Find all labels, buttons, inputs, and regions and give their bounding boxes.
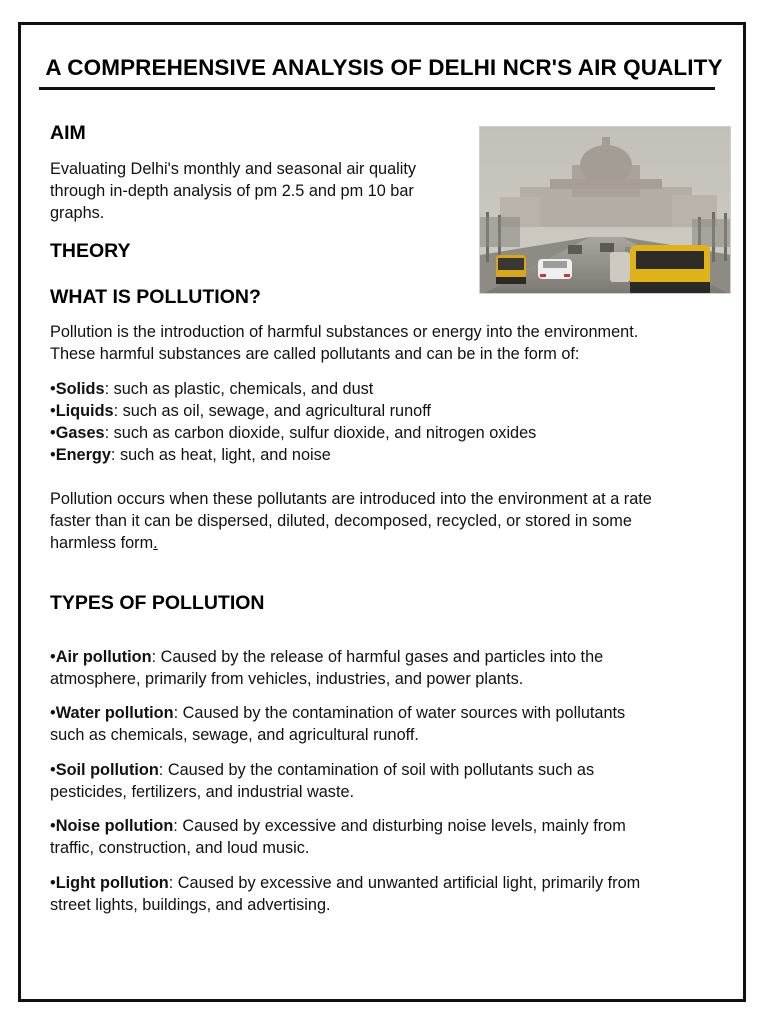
type-line: [50, 815, 626, 837]
bullet: •: [50, 761, 56, 779]
list-item: [50, 422, 536, 444]
type-line: atmosphere, primarily from vehicles, industries, and power plants.: [50, 670, 524, 688]
bullet: •: [50, 704, 56, 722]
pollutant-forms-list: [50, 378, 536, 466]
type-term: Water pollution: [55, 704, 174, 722]
closing-line: Pollution occurs when these pollutants are introduced into the environment at a rate: [50, 490, 652, 508]
type-term: Light pollution: [55, 874, 169, 892]
type-line: street lights, buildings, and advertising.: [50, 896, 331, 914]
type-desc: : Caused by excessive and disturbing noise levels, mainly from: [173, 817, 626, 835]
intro-line: These harmful substances are called pollutants and can be in the form of:: [50, 345, 580, 363]
type-desc: : Caused by the release of harmful gases and particles into the: [151, 648, 604, 666]
type-line: such as chemicals, sewage, and agricultural runoff.: [50, 726, 419, 744]
type-line: [50, 702, 625, 724]
closing-text: harmless form: [50, 534, 154, 552]
aim-line: graphs.: [50, 204, 105, 222]
closing-line: faster than it can be dispersed, diluted, decomposed, recycled, or stored in some: [50, 512, 632, 530]
form-term: Liquids: [55, 402, 114, 420]
type-line: [50, 759, 594, 781]
closing-line: [50, 532, 652, 554]
aim-heading: AIM: [50, 122, 86, 144]
pollution-closing: [50, 488, 652, 554]
form-term: Energy: [55, 446, 111, 464]
aim-line: through in-depth analysis of pm 2.5 and pm 10 bar: [50, 182, 414, 200]
bullet: •: [50, 402, 56, 420]
list-item: [50, 400, 536, 422]
type-item-water: [50, 702, 625, 746]
type-term: Noise pollution: [55, 817, 174, 835]
bullet: •: [50, 424, 56, 442]
types-heading: TYPES OF POLLUTION: [50, 592, 265, 614]
type-item-noise: [50, 815, 626, 859]
type-term: Air pollution: [55, 648, 152, 666]
type-desc: : Caused by the contamination of water sources with pollutants: [173, 704, 626, 722]
bullet: •: [50, 648, 56, 666]
delhi-smog-photo: [479, 126, 731, 294]
aim-line: Evaluating Delhi's monthly and seasonal air quality: [50, 160, 417, 178]
type-item-air: [50, 646, 603, 690]
what-is-pollution-heading: WHAT IS POLLUTION?: [50, 286, 261, 308]
title-underline: [39, 87, 715, 90]
form-term: Gases: [55, 424, 105, 442]
type-line: [50, 646, 603, 668]
type-line: pesticides, fertilizers, and industrial waste.: [50, 783, 355, 801]
pollution-intro: [50, 321, 638, 365]
type-desc: : Caused by excessive and unwanted artificial light, primarily from: [168, 874, 641, 892]
type-line: [50, 872, 640, 894]
type-item-light: [50, 872, 640, 916]
bullet: •: [50, 817, 56, 835]
bullet: •: [50, 874, 56, 892]
form-desc: : such as heat, light, and noise: [110, 446, 331, 464]
list-item: [50, 378, 536, 400]
bullet: •: [50, 380, 56, 398]
list-item: [50, 444, 536, 466]
document-title: A COMPREHENSIVE ANALYSIS OF DELHI NCR'S AIR QUALITY: [45, 55, 723, 80]
form-desc: : such as oil, sewage, and agricultural runoff: [113, 402, 431, 420]
theory-heading: THEORY: [50, 240, 131, 262]
closing-period: .: [153, 534, 158, 552]
type-item-soil: [50, 759, 594, 803]
type-desc: : Caused by the contamination of soil with pollutants such as: [158, 761, 595, 779]
bullet: •: [50, 446, 56, 464]
intro-line: Pollution is the introduction of harmful substances or energy into the environment.: [50, 323, 639, 341]
type-line: traffic, construction, and loud music.: [50, 839, 310, 857]
form-desc: : such as carbon dioxide, sulfur dioxide, and nitrogen oxides: [104, 424, 537, 442]
type-term: Soil pollution: [55, 761, 159, 779]
form-desc: : such as plastic, chemicals, and dust: [104, 380, 374, 398]
aim-text: [50, 158, 416, 224]
form-term: Solids: [55, 380, 105, 398]
